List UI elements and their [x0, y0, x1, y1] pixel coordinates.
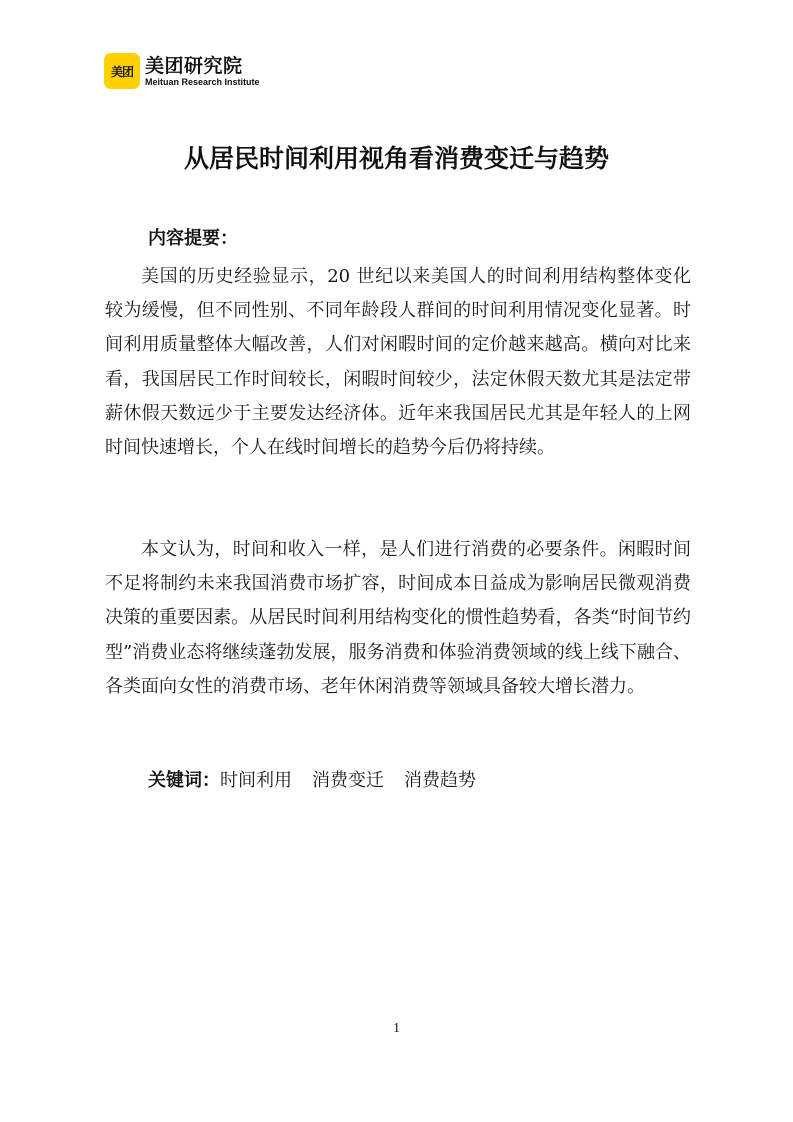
keyword-item: 时间利用 [220, 770, 292, 791]
keyword-item: 消费趋势 [404, 770, 476, 791]
logo-chinese-name: 美团研究院 [145, 54, 243, 77]
logo-english-name: Meituan Research Institute [145, 76, 260, 87]
page-number: 1 [393, 1021, 400, 1036]
header-logo [104, 53, 260, 89]
meituan-logo-mark: 美团 [104, 53, 140, 89]
abstract-paragraph-1: 美国的历史经验显示，20 世纪以来美国人的时间利用结构整体变化较为缓慢，但不同性别、不同年龄段人群间的时间利用情况变化显著。时间利用质量整体大幅改善，人们对闲暇时间的定价越来越高。横向对比来看，我国居民工作时间较长，闲暇时间较少，法定休假天数尤其是法定带薪休假天数远少于主要发达经济体。近年来我国居民尤其是年轻人的上网时间快速增长，个人在线时间增长的趋势今后仍将持续。 [105, 266, 691, 459]
logo-text-block [145, 55, 260, 88]
abstract-paragraph-2: 本文认为，时间和收入一样，是人们进行消费的必要条件。闲暇时间不足将制约未来我国消费市场扩容，时间成本日益成为影响居民微观消费决策的重要因素。从居民时间利用结构变化的惯性趋势看，各类“时间节约型”消费业态将继续蓬勃发展，服务消费和体验消费领域的线上线下融合、各类面向女性的消费市场、老年休闲消费等领域具备较大增长潜力。 [105, 539, 691, 697]
keyword-item: 消费变迁 [312, 770, 384, 791]
keywords-line [148, 766, 496, 796]
keywords-label: 关键词： [148, 770, 220, 791]
abstract-heading: 内容提要： [148, 228, 238, 249]
document-title: 从居民时间利用视角看消费变迁与趋势 [183, 144, 609, 173]
